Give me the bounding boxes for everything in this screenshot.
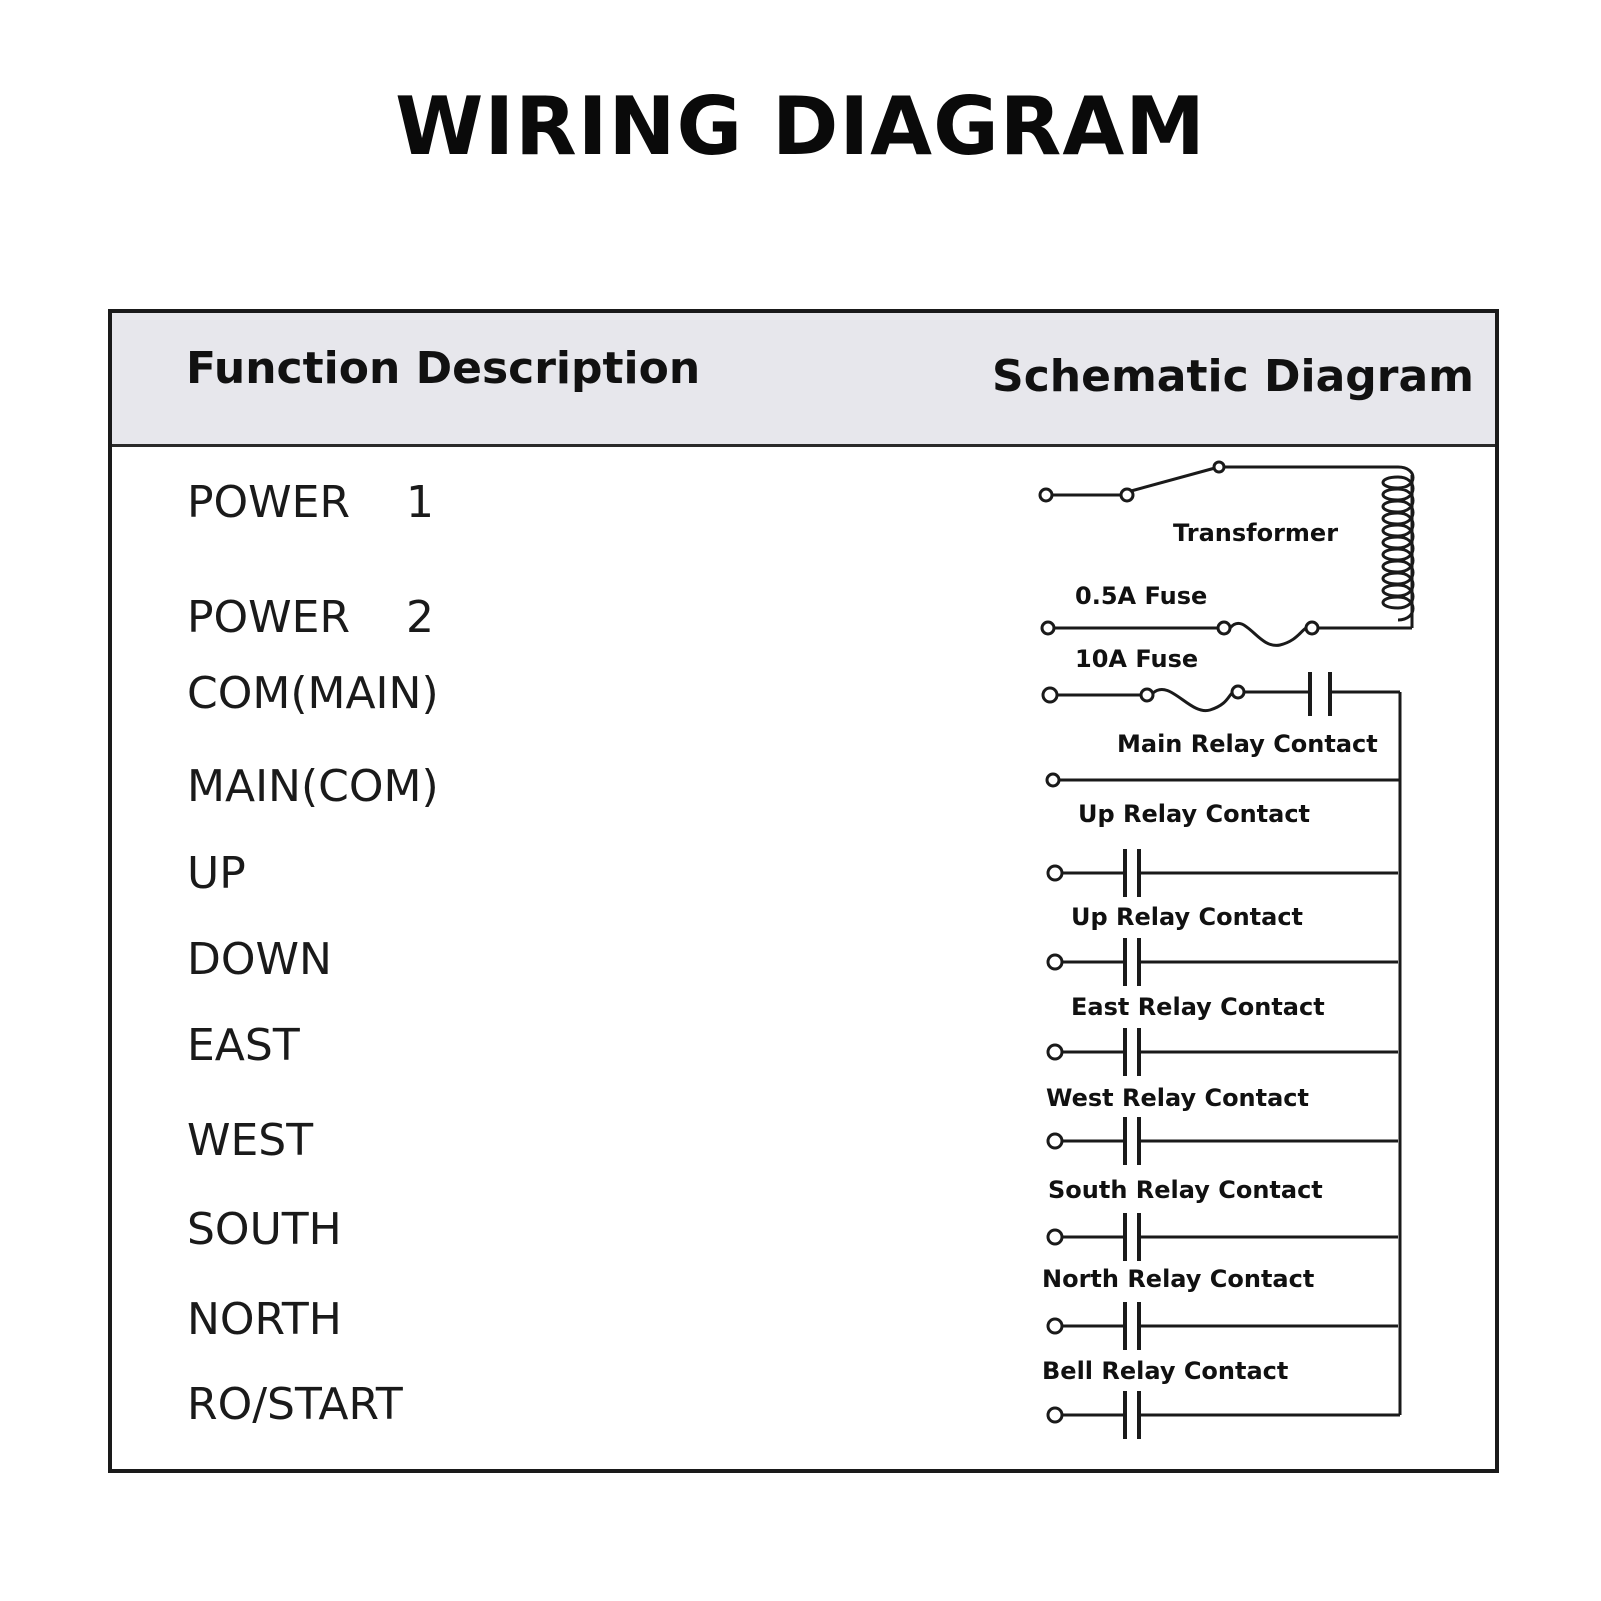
contact-label-5: South Relay Contact: [1048, 1176, 1323, 1204]
bell-relay-contact: [1048, 1391, 1400, 1439]
contact-label-7: Bell Relay Contact: [1042, 1357, 1289, 1385]
fuse-10a-label: 10A Fuse: [1075, 645, 1199, 673]
function-ro-start: RO/START: [187, 1379, 403, 1430]
function-up: UP: [187, 848, 246, 899]
function-north: NORTH: [187, 1294, 342, 1345]
contact-label-6: North Relay Contact: [1042, 1265, 1315, 1293]
function-main-com: MAIN(COM): [187, 761, 439, 812]
function-west: WEST: [187, 1115, 314, 1166]
function-down: DOWN: [187, 934, 332, 985]
fuse-0-5a: [1042, 622, 1318, 645]
function-description-header: Function Description: [186, 343, 701, 394]
contact-label-1: Up Relay Contact: [1078, 800, 1311, 828]
power-switch: [1040, 462, 1398, 501]
north-relay-contact: [1048, 1302, 1398, 1350]
main-com-line: [1047, 774, 1400, 786]
contact-label-2: Up Relay Contact: [1071, 903, 1304, 931]
page-title: WIRING DIAGRAM: [395, 80, 1206, 173]
function-east: EAST: [187, 1020, 300, 1071]
transformer-coil-icon: [1318, 467, 1413, 628]
up-relay-contact: [1048, 849, 1398, 897]
contact-label-3: East Relay Contact: [1071, 993, 1325, 1021]
main-relay-label: Main Relay Contact: [1117, 730, 1378, 758]
fuse-10a-main-relay: [1043, 672, 1400, 716]
function-power-2: POWER 2: [187, 592, 434, 643]
east-relay-contact: [1048, 1028, 1398, 1076]
west-relay-contact: [1048, 1117, 1398, 1165]
down-relay-contact: [1048, 938, 1398, 986]
function-south: SOUTH: [187, 1204, 342, 1255]
function-power-1: POWER 1: [187, 477, 434, 528]
function-com-main: COM(MAIN): [187, 668, 439, 719]
contact-label-4: West Relay Contact: [1046, 1084, 1310, 1112]
south-relay-contact: [1048, 1213, 1398, 1261]
transformer-label: Transformer: [1173, 519, 1339, 547]
fuse-0-5a-label: 0.5A Fuse: [1075, 582, 1208, 610]
schematic-diagram-header: Schematic Diagram: [992, 351, 1475, 402]
